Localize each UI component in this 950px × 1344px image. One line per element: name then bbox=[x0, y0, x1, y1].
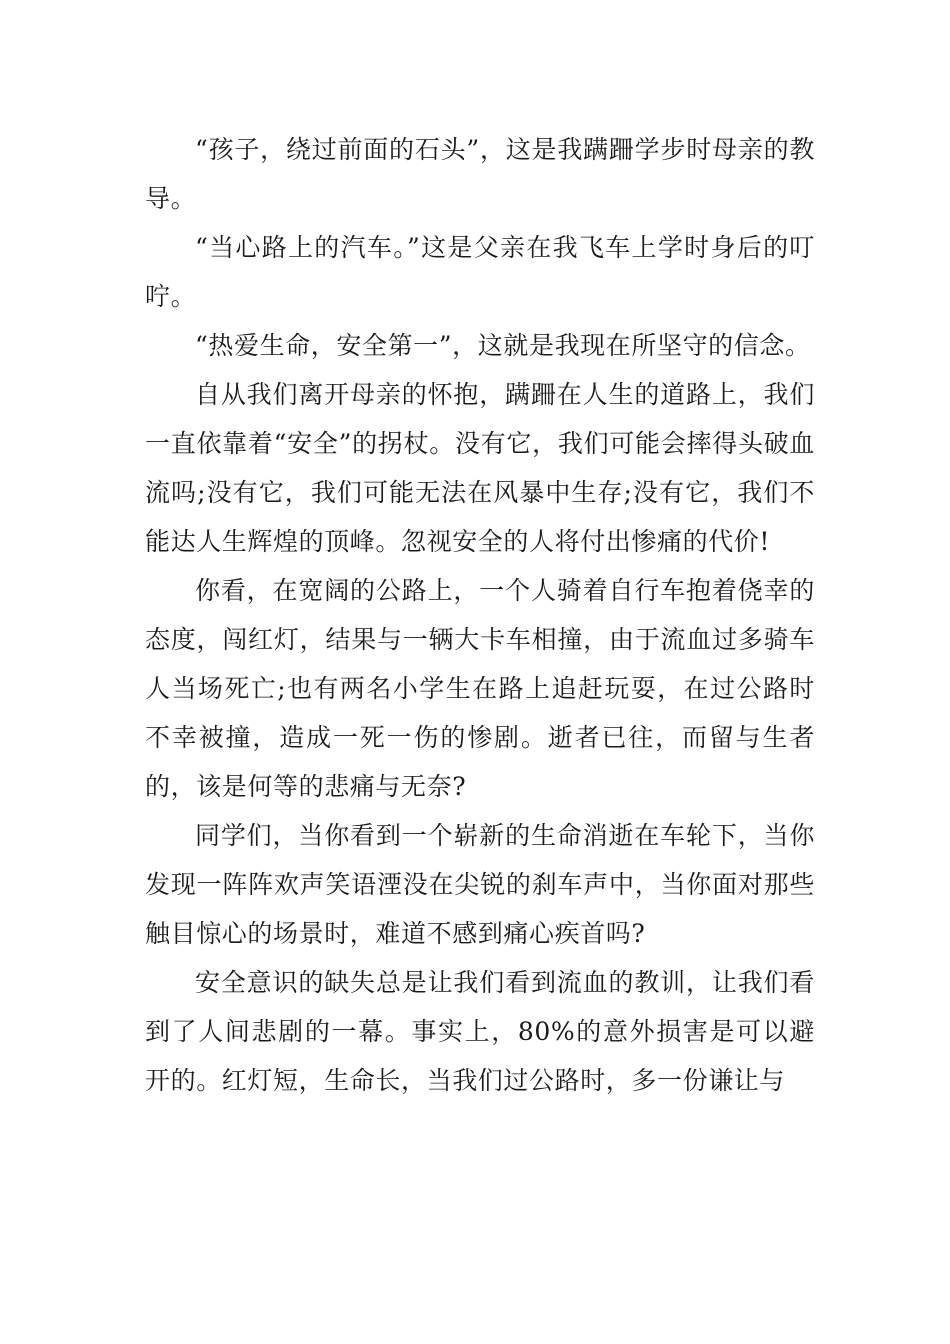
paragraph-2: “当心路上的汽车。”这是父亲在我飞车上学时身后的叮咛。 bbox=[145, 233, 815, 311]
paragraph-3: “热爱生命，安全第一”，这就是我现在所坚守的信念。 bbox=[195, 331, 811, 360]
paragraph-6: 同学们，当你看到一个崭新的生命消逝在车轮下，当你发现一阵阵欢声笑语湮没在尖锐的刹车声中，当你面对那些触目惊心的场景时，难道不感到痛心疾首吗? bbox=[145, 821, 815, 948]
paragraph-1: “孩子，绕过前面的石头”，这是我蹒跚学步时母亲的教导。 bbox=[145, 135, 815, 213]
paragraph-4: 自从我们离开母亲的怀抱，蹒跚在人生的道路上，我们一直依靠着“安全”的拐杖。没有它，我们可能会摔得头破血流吗;没有它，我们可能无法在风暴中生存;没有它，我们不能达人生辉煌的顶峰。忽视安全的人将付出惨痛的代价! bbox=[145, 380, 815, 556]
paragraph-5: 你看，在宽阔的公路上，一个人骑着自行车抱着侥幸的态度，闯红灯，结果与一辆大卡车相撞，由于流血过多骑车人当场死亡;也有两名小学生在路上追赶玩耍，在过公路时不幸被撞，造成一死一伤的惨剧。逝者已往，而留与生者的，该是何等的悲痛与无奈? bbox=[145, 576, 815, 801]
document-body bbox=[145, 125, 815, 1105]
paragraph-7: 安全意识的缺失总是让我们看到流血的教训，让我们看到了人间悲剧的一幕。事实上，80%的意外损害是可以避开的。红灯短，生命长，当我们过公路时，多一份谦让与 bbox=[145, 968, 815, 1095]
